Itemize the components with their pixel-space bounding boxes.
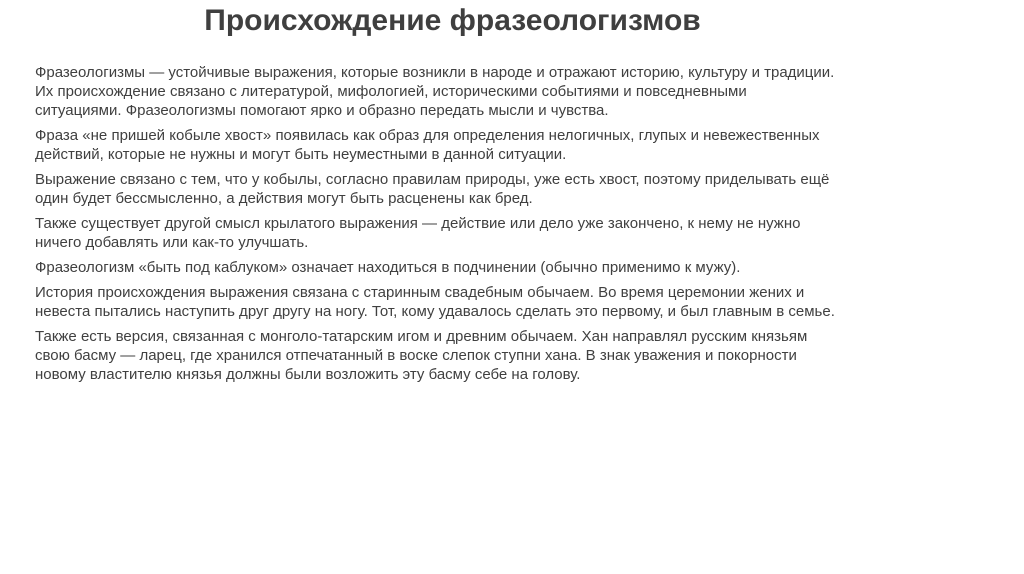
paragraph-kobyla-meaning: Фраза «не пришей кобыле хвост» появилась как образ для определения нелогичных, глупых и невежественных действий, которые не нужны и могут быть неуместными в данной ситуации. [35, 127, 820, 163]
slide-body [35, 63, 835, 390]
paragraph-definition: Фразеологизмы — устойчивые выражения, которые возникли в народе и отражают историю, культуру и традиции. Их происхождение связано с литературой, мифологией, историческими событиями и повседневными ситуациями. Фразеологизмы помогают ярко и образно передать мысли и чувства. [35, 64, 835, 119]
paragraph-kobyla-second-meaning: Также существует другой смысл крылатого выражения — действие или дело уже закончено, к нему не нужно ничего добавлять или как-то улучшать. [35, 215, 801, 251]
paragraph-kobyla-origin: Выражение связано с тем, что у кобылы, согласно правилам природы, уже есть хвост, поэтому приделывать ещё один будет бессмысленно, а действия могут быть расценены как бред. [35, 171, 830, 207]
paragraph-kabluk-meaning: Фразеологизм «быть под каблуком» означает находиться в подчинении (обычно применимо к мужу). [35, 259, 741, 276]
paragraph-kabluk-version: Также есть версия, связанная с монголо-татарским игом и древним обычаем. Хан направлял русским князьям свою басму — ларец, где хранился отпечатанный в воске слепок ступни хана. В знак уважения и покорности новому властителю князья должны были возложить эту басму себе на голову. [35, 328, 808, 383]
paragraph-kabluk-origin: История происхождения выражения связана с старинным свадебным обычаем. Во время церемонии жених и невеста пытались наступить друг другу на ногу. Тот, кому удавалось сделать это первому, и был главным в семье. [35, 284, 835, 320]
page-title: Происхождение фразеологизмов [204, 4, 701, 37]
